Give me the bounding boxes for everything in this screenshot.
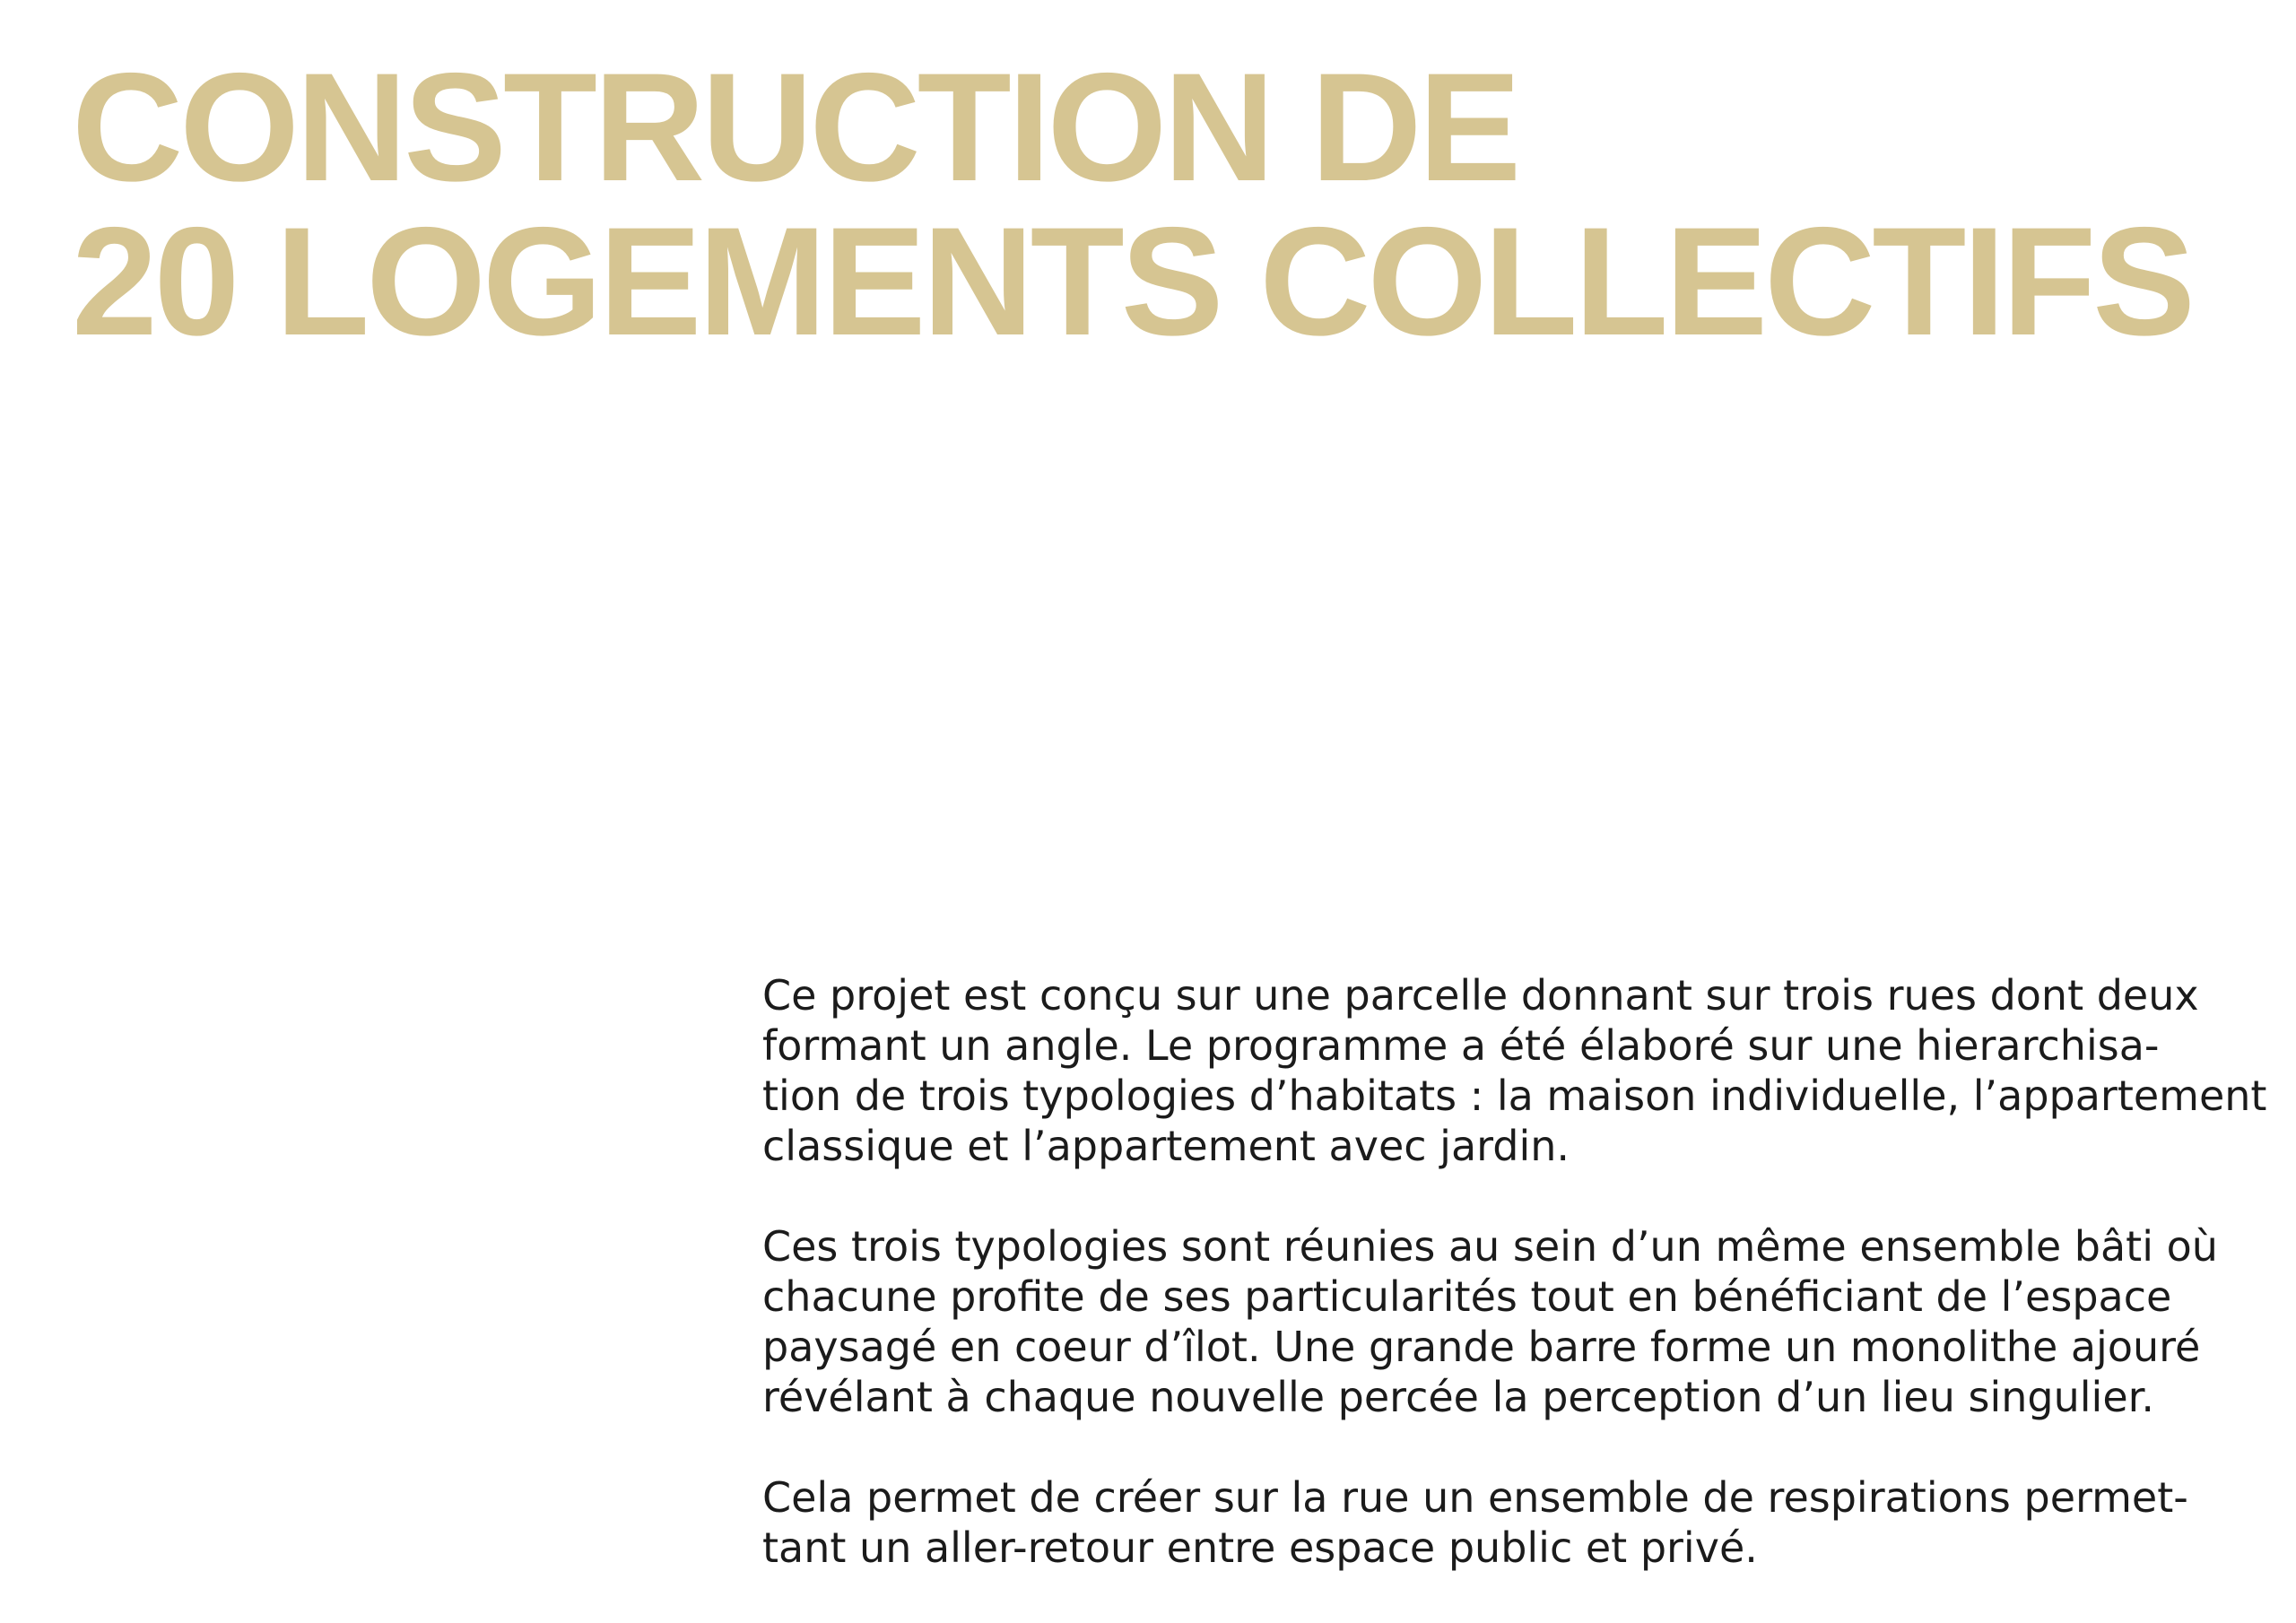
title-line-1: CONSTRUCTION DE	[72, 41, 1518, 213]
paragraph-line: Cela permet de créer sur la rue un ensemble de respirations permet-	[762, 1473, 2188, 1522]
paragraph-line: formant un angle. Le programme a été élaboré sur une hierarchisa-	[762, 1021, 2160, 1070]
paragraph-3	[762, 1472, 2251, 1573]
paragraph-line: tion de trois typologies d’habitats : la maison individuelle, l’appartement	[762, 1072, 2267, 1120]
paragraph-line: tant un aller-retour entre espace public et privé.	[762, 1523, 1758, 1572]
paragraph-1	[762, 970, 2267, 1171]
paragraph-line: révélant à chaque nouvelle percée la perception d’un lieu singulier.	[762, 1373, 2154, 1421]
paragraph-line: paysagé en coeur d’îlot. Une grande barre forme un monolithe ajouré	[762, 1323, 2201, 1371]
paragraph-line: Ces trois typologies sont réunies au sein d’un même ensemble bâti où	[762, 1222, 2218, 1271]
description-text	[762, 970, 2267, 1623]
paragraph-line: Ce projet est conçu sur une parcelle donnant sur trois rues dont deux	[762, 971, 2199, 1020]
page-title	[72, 41, 2192, 368]
paragraph-line: classique et l’appartement avec jardin.	[762, 1122, 1570, 1170]
paragraph-line: chacune profite de ses particularités tout en bénéficiant de l’espace	[762, 1272, 2172, 1321]
title-line-2: 20 LOGEMENTS COLLECTIFS	[72, 195, 2192, 368]
paragraph-2	[762, 1221, 2251, 1422]
